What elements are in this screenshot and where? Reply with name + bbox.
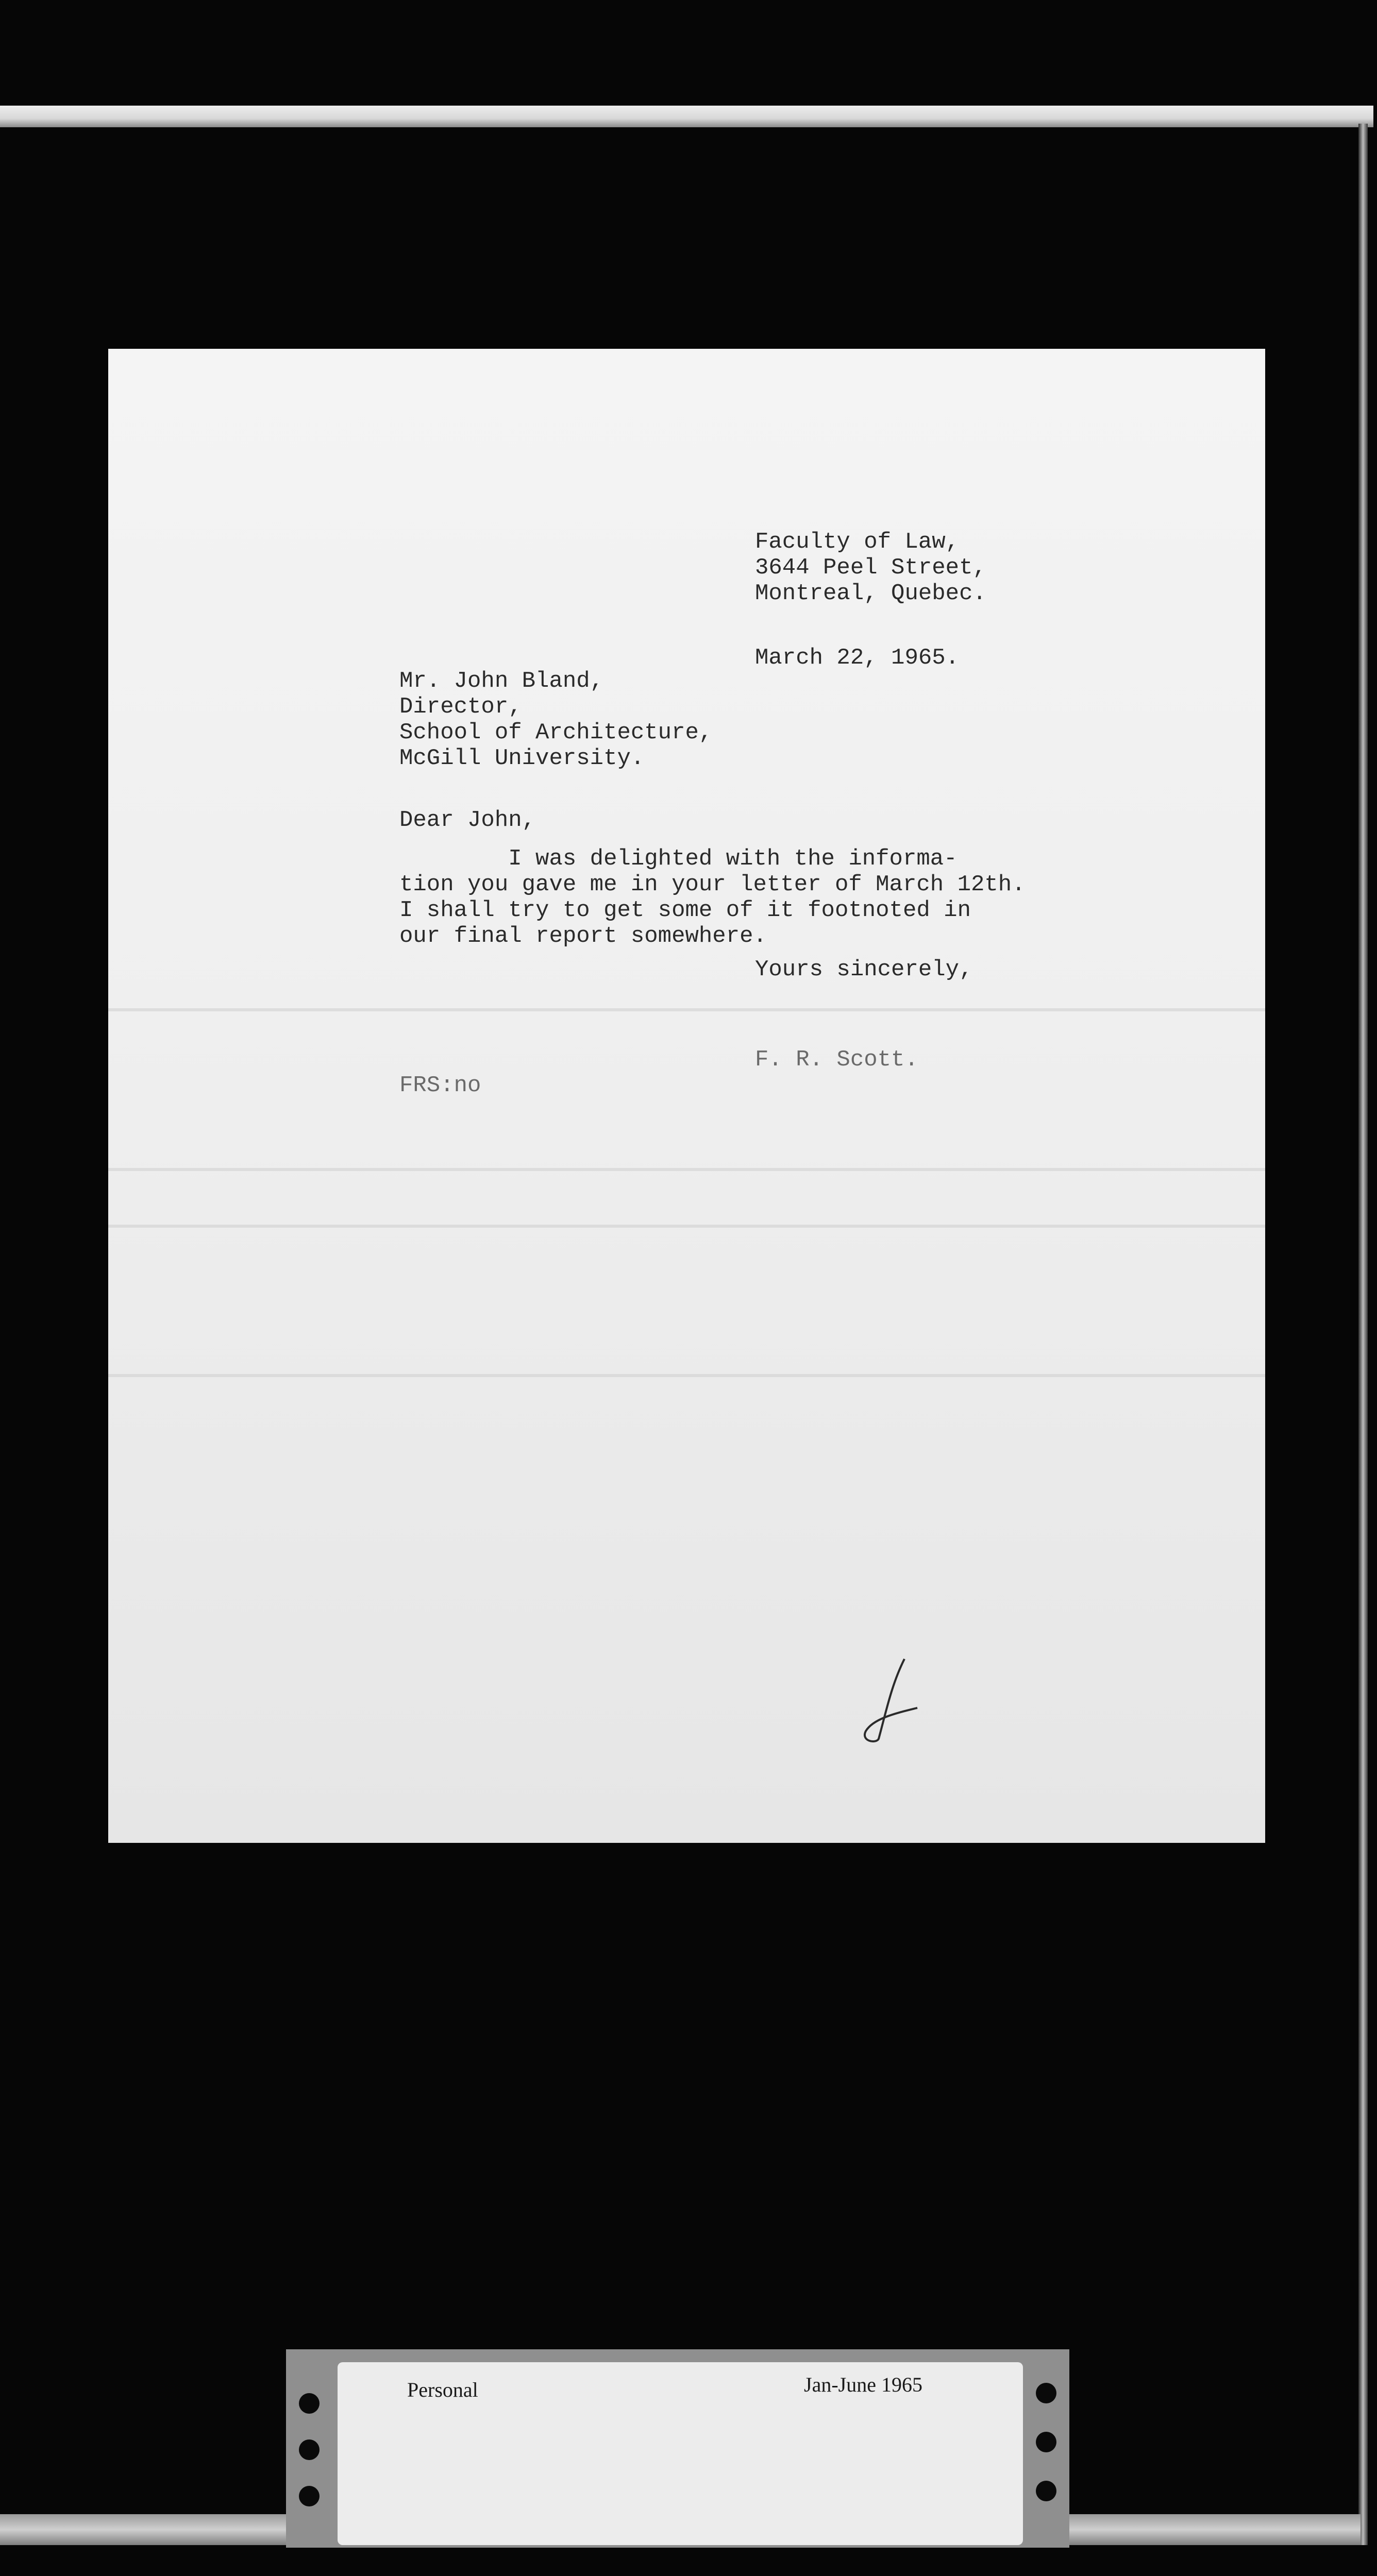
recipient-line: School of Architecture,	[399, 720, 713, 745]
recipient-line: Mr. John Bland,	[399, 668, 604, 694]
body-line: tion you gave me in your letter of March 12th.	[399, 872, 1026, 897]
letter-date: March 22, 1965.	[755, 645, 960, 671]
sender-address-line: 3644 Peel Street,	[755, 555, 986, 581]
sender-address-line: Montreal, Quebec.	[755, 581, 986, 606]
recipient-line: Director,	[399, 694, 522, 720]
film-edge-top	[0, 106, 1373, 127]
salutation: Dear John,	[399, 807, 536, 833]
film-edge-right	[1358, 124, 1368, 2545]
letter-page	[108, 349, 1265, 1843]
punch-hole	[299, 2486, 320, 2506]
punch-hole	[1036, 2481, 1056, 2501]
file-label-card	[338, 2362, 1023, 2545]
punch-hole	[1036, 2383, 1056, 2403]
signatory: F. R. Scott.	[755, 1047, 918, 1073]
punch-hole	[299, 2393, 320, 2414]
scan-streak	[108, 1374, 1265, 1377]
scan-streak	[108, 1168, 1265, 1171]
sender-address-line: Faculty of Law,	[755, 529, 960, 555]
punch-hole	[1036, 2432, 1056, 2452]
scan-streak	[108, 1008, 1265, 1011]
body-line: I was delighted with the informa-	[399, 846, 958, 872]
handwritten-initial-mark	[855, 1654, 922, 1747]
punch-hole	[299, 2439, 320, 2460]
scan-streak	[108, 1225, 1265, 1228]
closing: Yours sincerely,	[755, 957, 973, 982]
file-period: Jan-June 1965	[804, 2373, 922, 2396]
reference-initials: FRS:no	[399, 1073, 481, 1098]
file-category: Personal	[407, 2378, 478, 2401]
body-line: our final report somewhere.	[399, 923, 767, 949]
recipient-line: McGill University.	[399, 745, 645, 771]
body-line: I shall try to get some of it footnoted in	[399, 897, 971, 923]
